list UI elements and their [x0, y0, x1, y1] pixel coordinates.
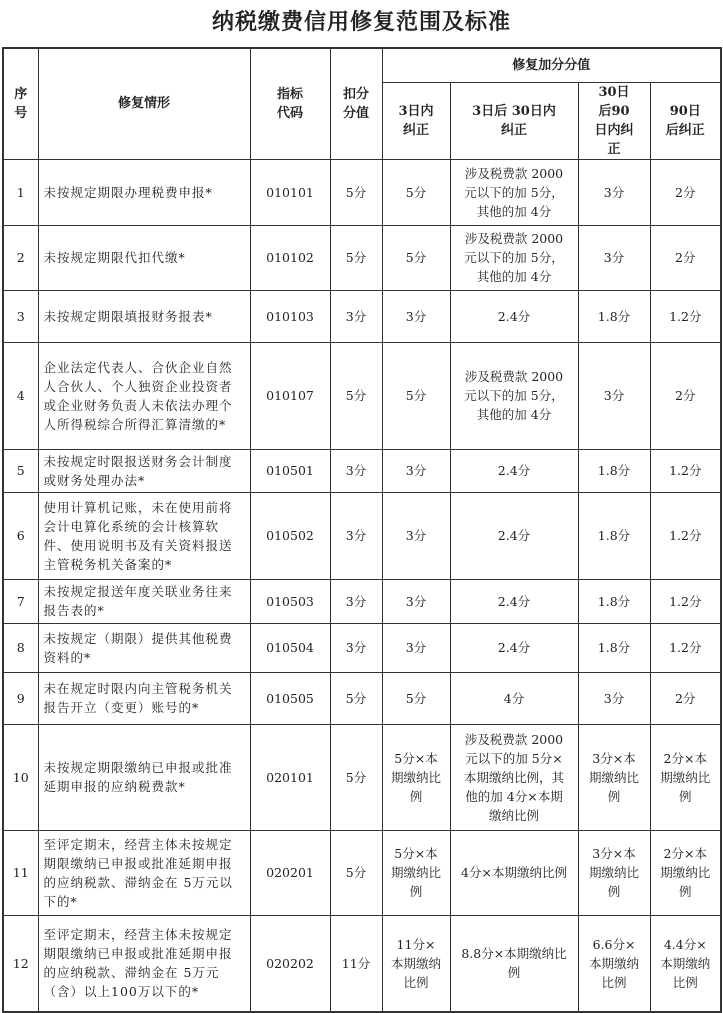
row-30to90: 1.8分: [578, 492, 650, 579]
row-3to30: 涉及税费款 2000元以下的加 5分×本期缴纳比例，其他的加 4分×本期缴纳比例: [450, 724, 578, 830]
table-row: [3, 225, 721, 290]
row-30to90: 1.8分: [578, 290, 650, 342]
row-after90: 1.2分: [650, 449, 721, 492]
row-deduct: 3分: [330, 623, 382, 672]
row-within3: 11分×本期缴纳比例: [382, 915, 450, 1012]
row-3to30: 涉及税费款 2000元以下的加 5分，其他的加 4分: [450, 159, 578, 225]
row-code: 020101: [250, 724, 330, 830]
table-row: [3, 342, 721, 449]
row-seq: 7: [3, 579, 38, 623]
row-code: 010503: [250, 579, 330, 623]
row-seq: 6: [3, 492, 38, 579]
header-code: 指标代码: [250, 48, 330, 159]
row-deduct: 5分: [330, 672, 382, 724]
row-situation: 未按规定期限办理税费申报*: [38, 159, 250, 225]
row-deduct: 3分: [330, 290, 382, 342]
row-3to30: 2.4分: [450, 492, 578, 579]
row-within3: 5分: [382, 159, 450, 225]
row-seq: 9: [3, 672, 38, 724]
row-30to90: 6.6分×本期缴纳比例: [578, 915, 650, 1012]
header-within3: 3日内纠正: [382, 82, 450, 159]
page-title: 纳税缴费信用修复范围及标准: [211, 9, 511, 35]
header-deduct: 扣分分值: [330, 48, 382, 159]
row-seq: 5: [3, 449, 38, 492]
table-row: [3, 492, 721, 579]
table-row: [3, 623, 721, 672]
header-seq: 序号: [3, 48, 38, 159]
row-within3: 3分: [382, 579, 450, 623]
table-row: [3, 449, 721, 492]
row-deduct: 5分: [330, 830, 382, 915]
header-bonus-group: 修复加分分值: [382, 48, 721, 82]
row-code: 010102: [250, 225, 330, 290]
row-within3: 5分: [382, 672, 450, 724]
row-3to30: 2.4分: [450, 449, 578, 492]
table-row: [3, 290, 721, 342]
row-seq: 4: [3, 342, 38, 449]
row-seq: 8: [3, 623, 38, 672]
table-row: [3, 672, 721, 724]
row-after90: 2分: [650, 225, 721, 290]
row-deduct: 5分: [330, 724, 382, 830]
row-30to90: 1.8分: [578, 449, 650, 492]
row-after90: 1.2分: [650, 290, 721, 342]
row-situation: 未按规定期限填报财务报表*: [38, 290, 250, 342]
row-situation: 使用计算机记账，未在使用前将会计电算化系统的会计核算软件、使用说明书及有关资料报送主管税务机关备案的*: [38, 492, 250, 579]
row-code: 010505: [250, 672, 330, 724]
row-within3: 3分: [382, 492, 450, 579]
table-row: [3, 724, 721, 830]
table-row: [3, 159, 721, 225]
row-within3: 3分: [382, 290, 450, 342]
row-within3: 5分×本期缴纳比例: [382, 830, 450, 915]
row-deduct: 3分: [330, 579, 382, 623]
row-30to90: 3分: [578, 225, 650, 290]
row-seq: 2: [3, 225, 38, 290]
row-after90: 1.2分: [650, 579, 721, 623]
row-after90: 2分×本期缴纳比例: [650, 830, 721, 915]
row-deduct: 5分: [330, 159, 382, 225]
row-code: 010107: [250, 342, 330, 449]
row-3to30: 2.4分: [450, 623, 578, 672]
row-deduct: 5分: [330, 225, 382, 290]
row-situation: 至评定期末，经营主体未按规定期限缴纳已申报或批准延期申报的应纳税款、滞纳金在 5万元（含）以上100万以下的*: [38, 915, 250, 1012]
row-deduct: 11分: [330, 915, 382, 1012]
row-deduct: 3分: [330, 449, 382, 492]
row-seq: 12: [3, 915, 38, 1012]
row-code: 010504: [250, 623, 330, 672]
row-situation: 未在规定时限内向主管税务机关报告开立（变更）账号的*: [38, 672, 250, 724]
row-after90: 2分×本期缴纳比例: [650, 724, 721, 830]
row-30to90: 3分×本期缴纳比例: [578, 724, 650, 830]
row-3to30: 4分×本期缴纳比例: [450, 830, 578, 915]
row-3to30: 2.4分: [450, 579, 578, 623]
row-3to30: 涉及税费款 2000元以下的加 5分，其他的加 4分: [450, 342, 578, 449]
table-row: [3, 579, 721, 623]
table-row: [3, 915, 721, 1012]
row-code: 010103: [250, 290, 330, 342]
row-within3: 5分: [382, 342, 450, 449]
row-after90: 2分: [650, 159, 721, 225]
row-within3: 3分: [382, 449, 450, 492]
row-situation: 未按规定时限报送财务会计制度或财务处理办法*: [38, 449, 250, 492]
row-30to90: 3分: [578, 342, 650, 449]
header-3to30: 3日后 30日内纠正: [450, 82, 578, 159]
row-30to90: 1.8分: [578, 579, 650, 623]
row-code: 020202: [250, 915, 330, 1012]
row-3to30: 8.8分×本期缴纳比例: [450, 915, 578, 1012]
row-within3: 5分×本期缴纳比例: [382, 724, 450, 830]
row-3to30: 涉及税费款 2000元以下的加 5分，其他的加 4分: [450, 225, 578, 290]
credit-repair-table: [2, 47, 722, 1013]
row-3to30: 4分: [450, 672, 578, 724]
row-within3: 3分: [382, 623, 450, 672]
row-30to90: 3分: [578, 672, 650, 724]
header-situation: 修复情形: [38, 48, 250, 159]
row-situation: 企业法定代表人、合伙企业自然人合伙人、个人独资企业投资者或企业财务负责人未依法办理个人所得税综合所得汇算清缴的*: [38, 342, 250, 449]
row-within3: 5分: [382, 225, 450, 290]
row-code: 010501: [250, 449, 330, 492]
row-situation: 至评定期末，经营主体未按规定期限缴纳已申报或批准延期申报的应纳税款、滞纳金在 5万元以下的*: [38, 830, 250, 915]
row-seq: 10: [3, 724, 38, 830]
row-code: 010101: [250, 159, 330, 225]
row-after90: 1.2分: [650, 492, 721, 579]
row-after90: 4.4分×本期缴纳比例: [650, 915, 721, 1012]
row-seq: 1: [3, 159, 38, 225]
row-after90: 2分: [650, 672, 721, 724]
header-30to90: 30日后90日内纠正: [578, 82, 650, 159]
row-seq: 3: [3, 290, 38, 342]
row-after90: 1.2分: [650, 623, 721, 672]
row-30to90: 1.8分: [578, 623, 650, 672]
row-30to90: 3分: [578, 159, 650, 225]
table-row: [3, 830, 721, 915]
row-3to30: 2.4分: [450, 290, 578, 342]
row-seq: 11: [3, 830, 38, 915]
row-situation: 未按规定报送年度关联业务往来报告表的*: [38, 579, 250, 623]
row-situation: 未按规定（期限）提供其他税费资料的*: [38, 623, 250, 672]
row-after90: 2分: [650, 342, 721, 449]
row-deduct: 3分: [330, 492, 382, 579]
row-deduct: 5分: [330, 342, 382, 449]
row-situation: 未按规定期限代扣代缴*: [38, 225, 250, 290]
header-after90: 90日后纠正: [650, 82, 721, 159]
row-code: 010502: [250, 492, 330, 579]
row-code: 020201: [250, 830, 330, 915]
row-situation: 未按规定期限缴纳已申报或批准延期申报的应纳税费款*: [38, 724, 250, 830]
row-30to90: 3分×本期缴纳比例: [578, 830, 650, 915]
